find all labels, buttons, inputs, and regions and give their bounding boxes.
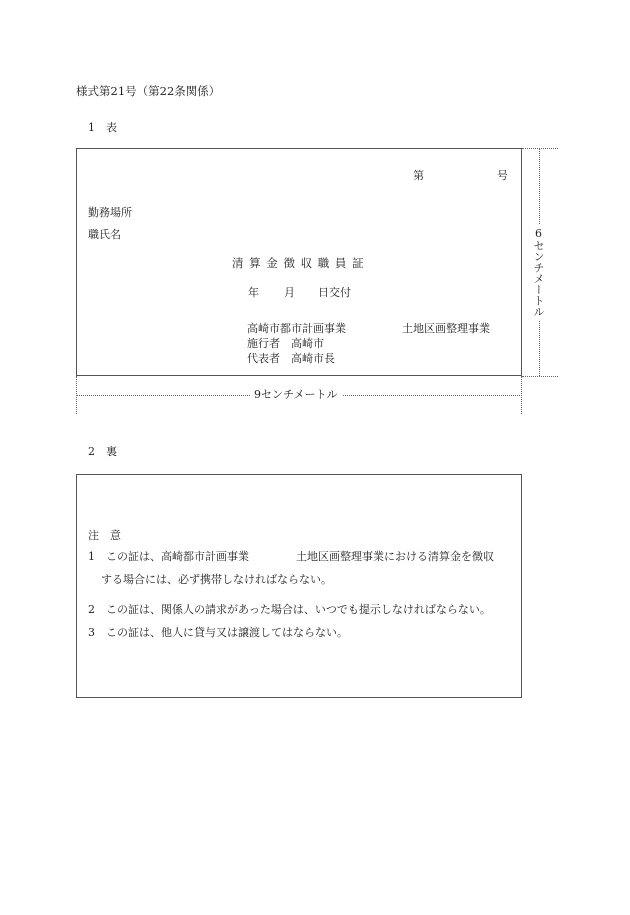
name-label: 職氏名 [88, 228, 121, 241]
card-title: 清 算 金 徴 収 職 員 証 [232, 256, 365, 270]
height-guide-bottom [522, 376, 558, 377]
executor-line: 施行者 高崎市 [247, 337, 324, 350]
issue-day: 日交付 [318, 286, 351, 299]
height-guide-top [522, 148, 558, 149]
notice-item-3: 3 この証は、他人に貸与又は譲渡してはならない。 [88, 626, 348, 639]
height-label: 6センチメートル [533, 224, 544, 320]
project-type: 土地区画整理事業 [402, 322, 490, 335]
notice-item-2: 2 この証は、関係人の請求があった場合は、いつでも提示しなければならない。 [88, 603, 491, 616]
notice-item-1a: 1 この証は、高崎都市計画事業 [88, 550, 249, 563]
number-suffix: 号 [497, 169, 508, 182]
back-heading: 2 裏 [88, 445, 117, 458]
issue-year: 年 [248, 286, 259, 299]
project-name: 高崎市都市計画事業 [247, 322, 346, 335]
workplace-label: 勤務場所 [88, 206, 132, 219]
notice-item-1b: 土地区画整理事業における清算金を徴収 [296, 550, 494, 563]
number-prefix: 第 [413, 169, 424, 182]
notice-item-1-cont: する場合には、必ず携帯しなければならない。 [101, 573, 332, 586]
front-heading: 1 表 [88, 121, 117, 134]
back-card [76, 474, 522, 698]
notice-title: 注 意 [88, 529, 121, 542]
issue-month: 月 [284, 286, 295, 299]
form-title: 様式第21号（第22条関係） [76, 84, 221, 98]
width-label: 9センチメートル [250, 389, 342, 400]
representative-line: 代表者 高崎市長 [247, 352, 335, 365]
